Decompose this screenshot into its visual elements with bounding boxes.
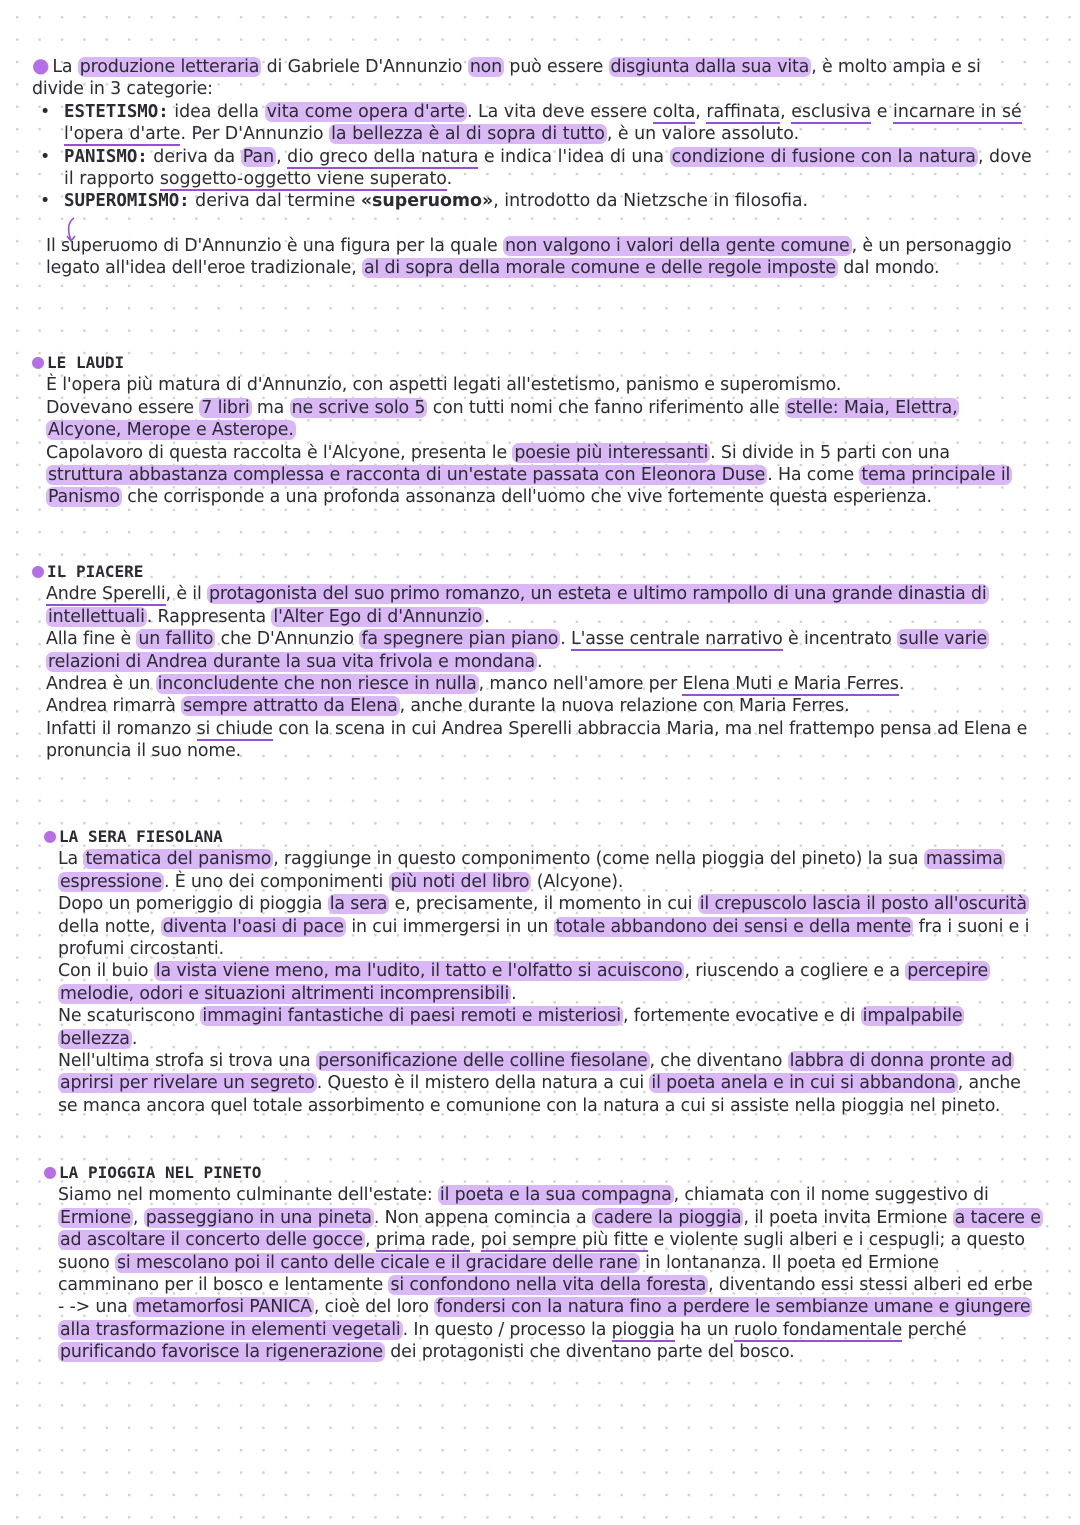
text-run: , [780,101,792,122]
text-run: ha un [674,1319,734,1340]
text-run: che D'Annunzio [215,629,360,650]
highlighted-text: impalpabile bellezza [60,1006,963,1049]
text-run: . [898,674,905,695]
text-run: della notte, [58,916,161,937]
text-run: , [469,1230,481,1251]
highlighted-text: passeggiano in una pineta [145,1207,372,1228]
text-run: e [871,101,893,122]
text-run: Infatti il romanzo [46,718,197,739]
text-run: , [132,1207,144,1228]
pioggia-body [44,1184,1044,1363]
text-run: deriva da [147,146,241,167]
highlighted-text: metamorfosi PANICA [135,1297,312,1318]
text-run: La [58,849,84,870]
text-run: di Gabriele D'Annunzio [261,57,468,77]
highlighted-text: totale abbandono dei sensi e della mente [555,916,912,937]
text-run: in cui immergersi in un [345,916,554,937]
text-run: , anche se manca ancora quel totale assorbimento e comunione con la natura a cui si assiste nella pioggia nel pineto. [58,1073,1021,1116]
underlined-text: colta [652,101,696,122]
underlined-text: poi sempre più fitte [480,1230,649,1251]
term-label: PANISMO: [64,146,148,167]
text-run: e, precisamente, il momento in cui [389,894,698,915]
text-run: , chiamata con il nome suggestivo di [673,1185,989,1206]
highlighted-text: la sera [329,894,388,915]
text-run: che corrisponde a una profonda assonanza dell'uomo che vive fortemente questa esperienza. [121,487,932,508]
text-run: . Rappresenta [146,606,272,627]
text-run: Andrea rimarrà [46,696,182,717]
pioggia-heading: ● LA PIOGGIA NEL PINETO [44,1159,262,1183]
highlighted-text: sulle varie relazioni di Andrea durante la sua vita frivola e mondana [48,629,987,672]
text-run: È l'opera più matura di d'Annunzio, con aspetti legati all'estetismo, panismo e superomismo. [46,375,842,396]
underlined-text: ruolo fondamentale [733,1319,903,1340]
text-run: . La vita deve essere [466,101,653,122]
text-run: con la scena in cui Andrea Sperelli abbraccia Maria, ma nel frattempo pensa ad Elena e pronuncia il suo nome. [46,718,1028,762]
highlighted-text: un fallito [138,629,214,650]
text-run: . Non appena comincia a [373,1207,592,1228]
text-run: , è un personaggio legato all'idea dell'eroe tradizionale, [46,235,1012,279]
highlighted-text: sempre attratto da Elena [183,696,398,717]
highlighted-text: non valgono i valori della gente comune [504,235,850,256]
intro-section [32,54,1032,280]
text-run: , è il [165,584,208,605]
text-run: , il poeta invita Ermione [743,1207,953,1228]
highlighted-text: inconcludente che non riesce in nulla [157,674,477,695]
text-run: , manco nell'amore per [478,674,683,695]
text-run: , riuscendo a cogliere e a [684,961,906,982]
superuomo-paragraph [32,235,1032,280]
piacere-heading: ● IL PIACERE [32,558,144,582]
highlighted-text: fondersi con la natura fino a perdere le sembianze umane e giungere alla trasformazione in elementi vegetali [60,1297,1031,1340]
highlighted-text: il poeta e la sua compagna [439,1185,672,1206]
text-run: , [695,101,707,122]
text-run: dei protagonisti che diventano parte del bosco. [384,1342,795,1363]
piacere-body [32,583,1032,762]
text-run: . [511,983,517,1004]
category-superomismo [64,190,1032,212]
text-run: Il superuomo di D'Annunzio è una figura per la quale [46,235,503,256]
text-run: . Per D'Annunzio [180,124,330,145]
text-run: , che diventano [649,1051,788,1072]
highlighted-text: diventa l'oasi di pace [162,916,344,937]
text-run: ma [251,397,290,418]
text-run: . In questo / processo la [402,1319,612,1340]
text-run: , [276,146,288,167]
highlighted-text: non [469,57,503,77]
text-run: Capolavoro di questa raccolta è l'Alcyone, presenta le [46,442,513,463]
highlighted-text: produzione letteraria [79,57,260,77]
highlighted-text: protagonista del suo primo romanzo, un esteta e ultimo rampollo di una grande dinastia di intellettuali [48,584,987,627]
sera-section [44,824,1044,1117]
highlighted-text: disgiunta dalla sua vita [610,57,810,77]
bullet-dot-icon: ● [44,823,57,847]
text-run: , dove il rapporto [64,146,1032,190]
text-run: fra i suoni e i profumi circostanti. [58,916,1030,960]
laudi-section [32,350,1032,509]
highlighted-text: ne scrive solo 5 [291,397,426,418]
text-run: , introdotto da Nietzsche in filosofia. [493,191,809,212]
highlighted-text: massima espressione [60,849,1003,892]
highlighted-text: al di sopra della morale comune e delle regole imposte [363,258,836,279]
underlined-text: si chiude [196,718,273,739]
highlighted-text: cadere la pioggia [593,1207,742,1228]
text-run: idea della [168,101,265,122]
bullet-dot-icon: ● [32,558,45,582]
highlighted-text: immagini fantastiche di paesi remoti e misteriosi [202,1006,621,1027]
text-run: , diventando essi stessi alberi ed erbe - -> una [58,1275,1033,1318]
text-run: Andrea è un [46,674,156,695]
text-run: Nell'ultima strofa si trova una [58,1051,316,1072]
text-run: è incentrato [782,629,898,650]
text-run: . [484,606,490,627]
text-run: . [446,169,453,190]
highlighted-text: purificando favorisce la rigenerazione [60,1342,383,1363]
text-run: , raggiunge in questo componimento (come nella pioggia del pineto) la sua [273,849,924,870]
highlighted-text: più noti del libro [390,871,530,892]
text-run: . Si divide in 5 parti con una [710,442,950,463]
highlighted-text: tematica del panismo [85,849,272,870]
curved-arrow-icon [64,216,80,244]
text-run: Ne scaturiscono [58,1006,201,1027]
text-run: , è un valore assoluto. [606,124,800,145]
highlighted-text: il poeta anela e in cui si abbandona [651,1073,956,1094]
underlined-text: pioggia [611,1319,675,1340]
text-run: Alla fine è [46,629,137,650]
text-run: deriva dal termine [189,191,361,212]
highlighted-text: la bellezza è al di sopra di tutto [331,124,605,145]
highlighted-text: l'Alter Ego di d'Annunzio [273,606,483,627]
text-run: . È uno dei componimenti [163,871,389,892]
underlined-text: prima rade [375,1230,470,1251]
category-list [32,101,1032,213]
intro-paragraph [32,54,1032,101]
bold-text: «superuomo» [360,191,494,212]
highlighted-text: fa spegnere pian piano [361,629,559,650]
highlighted-text: Pan [242,146,275,167]
underlined-text: L'asse centrale narrativo [571,629,783,650]
text-run: può essere [504,57,609,77]
highlighted-text: si confondono nella vita della foresta [390,1275,707,1296]
highlighted-text: condizione di fusione con la natura [671,146,976,167]
text-run: perché [902,1319,967,1340]
text-run: , cioè del loro [313,1297,435,1318]
underlined-text: Andre Sperelli [46,584,166,605]
category-estetismo [64,101,1032,146]
highlighted-text: stelle: Maia, Elettra, Alcyone, Merope e Asterope. [48,397,958,441]
highlighted-text: struttura abbastanza complessa e racconta di un'estate passata con Eleonora Duse [48,465,766,486]
highlighted-text: poesie più interessanti [514,442,709,463]
underlined-text: soggetto-oggetto viene superato [159,169,447,190]
bullet-dot-icon: ● [32,53,50,77]
highlighted-text: 7 libri [201,397,250,418]
term-label: ESTETISMO: [64,101,169,122]
highlighted-text: il crepuscolo lascia il posto all'oscurità [699,894,1027,915]
highlighted-text: labbra di donna pronte ad aprirsi per rivelare un segreto [60,1051,1013,1094]
text-run: Con il buio [58,961,154,982]
sera-body [44,848,1044,1117]
underlined-text: incarnare in sé l'opera d'arte [64,101,1022,145]
underlined-text: raffinata [706,101,781,122]
highlighted-text: vita come opera d'arte [266,101,465,122]
text-run: e indica l'idea di una [478,146,670,167]
laudi-heading: ● LE LAUDI [32,349,125,373]
category-panismo [64,146,1032,191]
text-run: . [560,629,572,650]
underlined-text: Elena Muti e Maria Ferres [682,674,899,695]
text-run: Siamo nel momento culminante dell'estate: [58,1185,438,1206]
text-run: . [537,651,543,672]
highlighted-text: la vista viene meno, ma l'udito, il tatto e l'olfatto si acuiscono [155,961,683,982]
underlined-text: dio greco della natura [287,146,479,167]
underlined-text: esclusiva [791,101,872,122]
highlighted-text: Ermione [60,1207,131,1228]
text-run: La [52,57,78,77]
text-run: , [365,1230,376,1251]
piacere-section [32,559,1032,763]
text-run: Dovevano essere [46,397,200,418]
bullet-dot-icon: ● [44,1159,57,1183]
highlighted-text: tema principale il Panismo [48,465,1011,508]
text-run: , è molto ampia e si divide in 3 categorie: [32,57,981,100]
text-run: e violente sugli alberi e i cespugli; a questo suono [58,1230,1025,1273]
term-label: SUPEROMISMO: [64,191,190,212]
text-run: , fortemente evocative e di [623,1006,861,1027]
text-run: (Alcyone). [531,871,624,892]
highlighted-text: percepire melodie, odori e situazioni altrimenti incomprensibili [60,961,988,1004]
text-run: con tutti nomi che fanno riferimento alle [427,397,785,418]
text-run: , anche durante la nuova relazione con Maria Ferres. [399,696,850,717]
text-run: in lontananza. Il poeta ed Ermione camminano per il bosco e lentamente [58,1252,939,1296]
highlighted-text: si mescolano poi il canto delle cicale e il gracidare delle rane [117,1252,638,1273]
bullet-dot-icon: ● [32,349,45,373]
highlighted-text: a tacere e ad ascoltare il concerto delle gocce [60,1207,1041,1251]
text-run: . Questo è il mistero della natura a cui [316,1073,650,1094]
highlighted-text: personificazione delle colline fiesolane [317,1051,648,1072]
text-run: . Ha come [767,465,860,486]
pioggia-section [44,1160,1044,1364]
text-run: . [131,1028,138,1049]
sera-heading: ● LA SERA FIESOLANA [44,823,223,847]
text-run: dal mondo. [837,258,940,279]
laudi-body [32,374,1032,508]
text-run: Dopo un pomeriggio di pioggia [58,894,328,915]
